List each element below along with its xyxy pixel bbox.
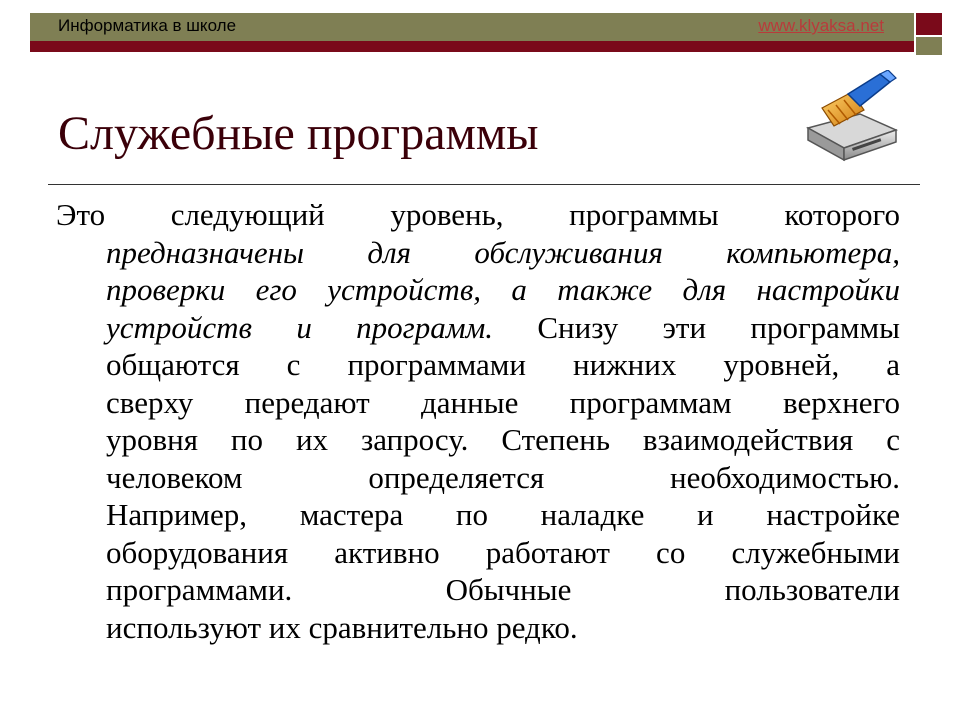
text-line-italic: предназначены для обслуживания компьютера, bbox=[106, 234, 900, 270]
text-line-italic: устройств и программ. bbox=[106, 309, 494, 345]
corner-block-olive bbox=[916, 37, 942, 55]
header-bar bbox=[30, 13, 914, 41]
header-link[interactable]: www.klyaksa.net bbox=[758, 16, 884, 35]
text-line bbox=[56, 234, 900, 272]
text-line: оборудования активно работают со служебными bbox=[106, 534, 900, 570]
text-line: уровня по их запросу. Степень взаимодействия с bbox=[106, 422, 900, 457]
text-line-regular: Снизу эти программы bbox=[537, 309, 900, 345]
text-line: человеком определяется необходимостью. bbox=[106, 459, 900, 495]
text-line bbox=[56, 309, 900, 347]
header-title: Информатика в школе bbox=[58, 16, 237, 35]
heading-divider bbox=[48, 184, 920, 185]
text-line: программами. Обычные пользователи bbox=[106, 572, 900, 607]
corner-block-red bbox=[916, 13, 942, 35]
body-paragraph bbox=[56, 196, 900, 646]
text-line: используют их сравнительно редко. bbox=[106, 609, 578, 645]
text-line: Например, мастера по наладке и настройке bbox=[106, 497, 900, 532]
text-line: общаются с программами нижних уровней, а bbox=[106, 347, 900, 382]
text-line bbox=[56, 271, 900, 309]
disk-cleanup-brush-icon bbox=[800, 70, 900, 165]
text-line-italic: проверки его устройств, а также для настройки bbox=[106, 272, 900, 307]
text-line: сверху передают данные программам верхнего bbox=[106, 384, 900, 420]
text-line: Это следующий уровень, программы которого bbox=[56, 197, 900, 232]
slide-heading: Служебные программы bbox=[58, 107, 539, 160]
header-stripe bbox=[30, 41, 914, 52]
